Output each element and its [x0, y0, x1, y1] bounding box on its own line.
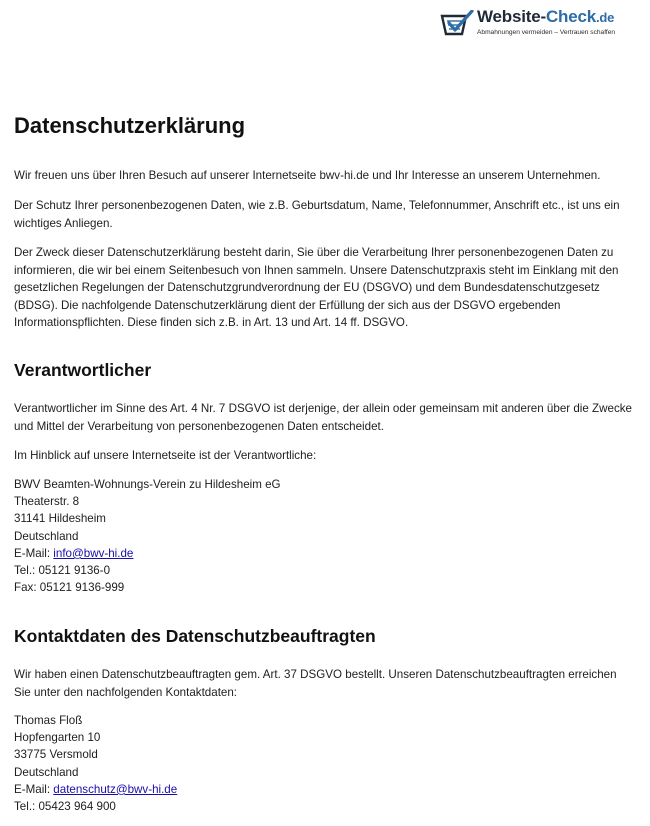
dpo-name: Thomas Floß — [14, 714, 83, 727]
controller-city: 31141 Hildesheim — [14, 512, 106, 526]
dpo-paragraph-1: Wir haben einen Datenschutzbeauftragten gem. Art. 37 DSGVO bestellt. Unseren Datenschutzbeauftragten erreichen Sie unter den nachfolgenden Kontaktdaten: — [14, 668, 617, 699]
logo-tagline: Abmahnungen vermeiden – Vertrauen schaffen — [477, 29, 616, 36]
dpo-email-line: E-Mail: datenschutz@bwv-hi.de — [14, 782, 178, 796]
intro-paragraph-2: Der Schutz Ihrer personenbezogenen Daten, wie z.B. Geburtsdatum, Name, Telefonnummer, Anschrift etc., ist uns ein wichtiges Anliegen. — [14, 199, 620, 230]
controller-address — [14, 476, 281, 596]
controller-paragraph-1: Verantwortlicher im Sinne des Art. 4 Nr. 7 DSGVO ist derjenige, der allein oder gemeinsam mit anderen über die Zwecke und Mittel der Verarbeitung von personenbezogenen Daten entscheidet. — [14, 402, 632, 433]
dpo-country: Deutschland — [14, 765, 79, 779]
controller-heading: Verantwortlicher — [14, 360, 152, 380]
dpo-city: 33775 Versmold — [14, 748, 98, 762]
dpo-heading: Kontaktdaten des Datenschutzbeauftragten — [14, 626, 376, 646]
dpo-address — [14, 712, 177, 815]
page-title: Datenschutzerklärung — [14, 113, 246, 138]
intro-paragraph-1: Wir freuen uns über Ihren Besuch auf unserer Internetseite bwv-hi.de und Ihr Interesse an unserem Unternehmen. — [14, 169, 601, 182]
checkmark-logo-icon — [440, 10, 474, 38]
controller-email-line: E-Mail: info@bwv-hi.de — [14, 546, 134, 560]
intro-paragraph-3: Der Zweck dieser Datenschutzerklärung besteht darin, Sie über die Verarbeitung Ihrer personenbezogenen Daten zu informieren, die wir bei einem Seitenbesuch von Ihnen sammeln. Unsere Datenschutzpraxis steht im Einklang mit den gesetzlichen Regelungen der Datenschutzgrundverordnung der EU (DSGVO) und dem Bundesdatenschutzgesetz (BDSG). Die nachfolgende Datenschutzerklärung dient der Erfüllung der sich aus der DSGVO ergebenden Informationspflichten. Diese finden sich z.B. in Art. 13 und Art. 14 ff. DSGVO. — [14, 246, 619, 329]
dpo-street: Hopfengarten 10 — [14, 731, 101, 745]
controller-email-link[interactable]: info@bwv-hi.de — [53, 546, 134, 560]
dpo-email-link[interactable]: datenschutz@bwv-hi.de — [53, 782, 178, 796]
controller-fax: Fax: 05121 9136-999 — [14, 581, 125, 595]
controller-street: Theaterstr. 8 — [14, 495, 80, 509]
controller-name: BWV Beamten-Wohnungs-Verein zu Hildesheim eG — [14, 478, 281, 491]
controller-paragraph-2: Im Hinblick auf unsere Internetseite ist der Verantwortliche: — [14, 449, 317, 462]
website-check-logo — [440, 8, 640, 42]
logo-title: Website-Check.de — [477, 7, 615, 26]
dpo-phone: Tel.: 05423 964 900 — [14, 800, 116, 814]
controller-country: Deutschland — [14, 529, 79, 543]
controller-phone: Tel.: 05121 9136-0 — [14, 564, 111, 578]
